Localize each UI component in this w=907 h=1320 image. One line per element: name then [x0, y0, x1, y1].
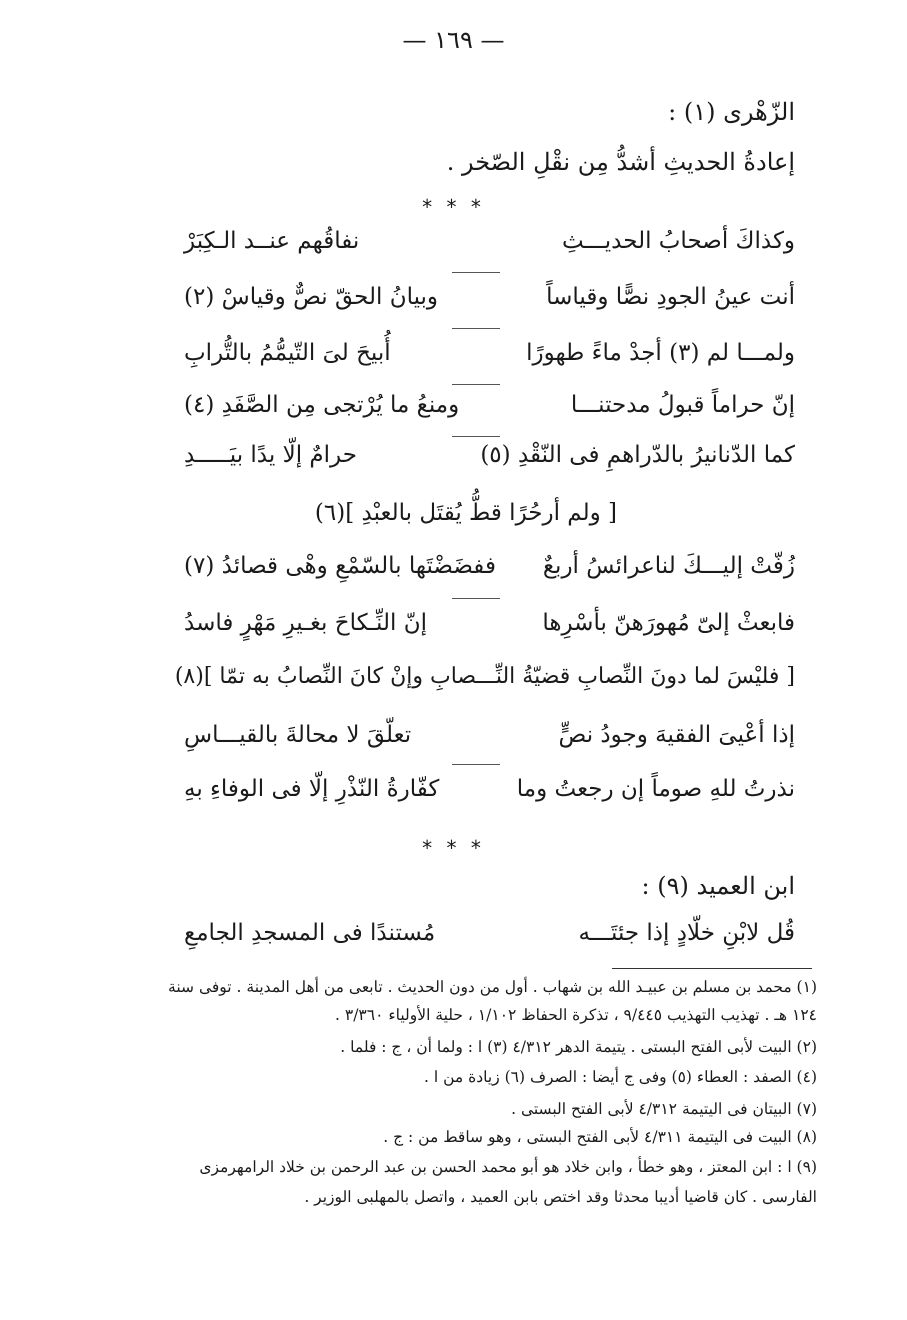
- verse-6-right: زُفّتْ إليـــكَ لناعرائسُ أربعٌ: [542, 553, 795, 579]
- verse-8-right: إذا أعْيىَ الفقيهَ وجودُ نصٍّ: [558, 722, 795, 748]
- verse-5-right: كما الدّنانيرُ بالدّراهمِ فى النّقْدِ (٥): [480, 442, 795, 468]
- footnote-9: (٩) ا : ابن المعتز ، وهو خطأ ، وابن خلاد هو أبو محمد الحسن بن عبد الرحمن بن خلاد الرامهرمزى: [199, 1158, 817, 1176]
- footnote-8: (٨) البيت فى اليتيمة ٤/٣١١ لأبى الفتح البستى ، وهو ساقط من : ج .: [383, 1128, 817, 1146]
- verse-tick: [452, 328, 500, 329]
- separator-stars: * * *: [422, 836, 485, 860]
- verse-tick: [452, 272, 500, 273]
- footnote-9-cont: الفارسى . كان قاضيا أديبا محدثا وقد اختص بابن العميد ، واتصل بالمهلبى الوزير .: [304, 1188, 817, 1206]
- zuhri-saying: إعادةُ الحديثِ أشدُّ مِن نقْلِ الصّخر .: [446, 148, 795, 176]
- footnote-4-6: (٤) الصفد : العطاء (٥) وفى ج أيضا : الصرف (٦) زيادة من ا .: [424, 1068, 817, 1086]
- verse-8-left: تعلّقَ لا محالةَ بالقيـــاسِ: [184, 722, 412, 748]
- footnote-2-3: (٢) البيت لأبى الفتح البستى . يتيمة الدهر ٤/٣١٢ (٣) ا : ولما أن ، ج : فلما .: [340, 1038, 817, 1056]
- verse-tick: [452, 598, 500, 599]
- bracket-line-8: [ فليْسَ لما دونَ النِّصابِ قضيّةُ النِّـــصابِ وإنْ كانَ النِّصابُ به تمّا ](٨): [174, 664, 795, 689]
- verse-7-left: إنّ النِّـكاحَ بغـيرِ مَهْرٍ فاسدُ: [184, 610, 427, 636]
- separator-stars: * * *: [422, 195, 485, 219]
- section-header-zuhri: الزّهْرى (١) :: [668, 98, 795, 126]
- amid-verse-right: قُل لابْنِ خلّادٍ إذا جئتَـــه: [578, 920, 795, 946]
- verse-5-left: حرامٌ إلّا يدًا بيَـــــدِ: [184, 442, 357, 468]
- verse-tick: [452, 764, 500, 765]
- verse-tick: [452, 384, 500, 385]
- verse-1-left: نفاقُهم عنــد الـكِبَرْ: [184, 228, 360, 254]
- footnote-1: (١) محمد بن مسلم بن عبيـد الله بن شهاب . أول من دون الحديث . تابعى من أهل المدينة . توفى سنة: [168, 978, 817, 996]
- bracket-line-6: [ ولم أرحُرًا قطُّ يُقتَل بالعبْدِ ](٦): [314, 500, 617, 526]
- verse-2-left: وبيانُ الحقّ نصٌّ وقياسْ (٢): [184, 284, 439, 310]
- verse-3-left: أُبيحَ لىَ التّيمُّمُ بالتُّرابِ: [184, 340, 391, 366]
- footnote-separator: [612, 968, 812, 969]
- verse-7-right: فابعثْ إلىّ مُهورَهنّ بأسْرِها: [542, 610, 795, 636]
- verse-4-right: إنّ حراماً قبولُ مدحتنـــا: [570, 392, 795, 418]
- verse-3-right: ولمـــا لم (٣) أجدْ ماءً طهورًا: [526, 340, 795, 366]
- footnote-7: (٧) البيتان فى اليتيمة ٤/٣١٢ لأبى الفتح البستى .: [511, 1100, 817, 1118]
- amid-verse-left: مُستندًا فى المسجدِ الجامعِ: [184, 920, 436, 946]
- verse-6-left: ففضَضْتَها بالسّمْعِ وهْى قصائدُ (٧): [184, 553, 496, 579]
- verse-9-left: كفّارةُ النّذْرِ إلّا فى الوفاءِ بهِ: [184, 776, 440, 802]
- verse-1-right: وكذاكَ أصحابُ الحديـــثِ: [561, 228, 795, 254]
- verse-tick: [452, 436, 500, 437]
- verse-4-left: ومنعُ ما يُرْتجى مِن الصَّفَدِ (٤): [184, 392, 460, 418]
- verse-2-right: أنت عينُ الجودِ نصًّا وقياساً: [546, 284, 795, 310]
- footnote-1-cont: ١٢٤ هـ . تهذيب التهذيب ٩/٤٤٥ ، تذكرة الحفاظ ١/١٠٢ ، حلية الأولياء ٣/٣٦٠ .: [335, 1006, 817, 1024]
- page-number: — ١٦٩ —: [402, 26, 505, 54]
- section-header-ibn-amid: ابن العميد (٩) :: [641, 872, 795, 900]
- verse-9-right: نذرتُ للهِ صوماً إن رجعتُ وما: [516, 776, 795, 802]
